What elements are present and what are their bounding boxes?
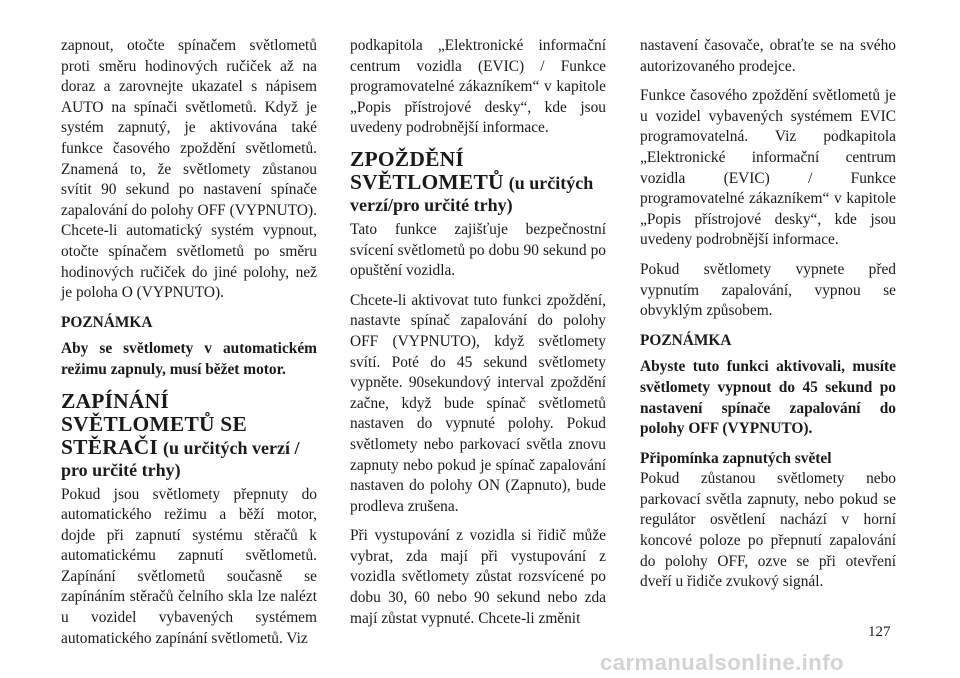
paragraph-delay-intro: Tato funkce zajišťuje bezpečnostní svícení světlometů po dobu 90 sekund po opuštění vozidla. <box>350 220 606 280</box>
section-heading-wiper-headlights <box>61 390 317 481</box>
section-heading-qualifier: (u určitých verzí/pro určité trhy) <box>350 172 594 215</box>
paragraph-timer-dealer: nastavení časovače, obraťte se na svého autorizovaného prodejce. <box>640 37 896 75</box>
paragraph-auto-headlights: zapnout, otočte spínačem světlometů proti směru hodinových ručiček až na doraz a zarovnejte ukazatel s nápisem AUTO na spínači světlometů. Když je systém zapnutý, je aktivována také funkce časového zpoždění světlometů. Znamená to, že světlomety zůstanou svítit 90 sekund po nastavení spínače zapalování do polohy OFF (VYPNUTO). Chcete-li automatický systém vypnout, otočte spínačem světlometů po směru hodinových ručiček do jiné polohy, než je poloha O (VYPNUTO). <box>61 37 317 302</box>
column-middle <box>350 36 606 629</box>
subheading-lights-on-reminder: Připomínka zapnutých světel <box>640 449 832 467</box>
watermark-text: carmanualsonline.info <box>600 650 844 675</box>
paragraph-lights-on-reminder: Pokud zůstanou světlomety nebo parkovací světla zapnuty, nebo pokud se regulátor osvětlení nachází v horní koncové poloze po přepnutí zapalování do polohy OFF, ozve se při otevření dveří u řidiče zvukový signál. <box>640 470 896 591</box>
note-text: Abyste tuto funkci aktivovali, musíte světlomety vypnout do 45 sekund po nastavení spínače zapalování do polohy OFF (VYPNUTO). <box>640 358 896 438</box>
paragraph-delay-activate: Chcete-li aktivovat tuto funkci zpoždění, nastavte spínač zapalování do polohy OFF (VYPNUTO), když světlomety svítí. Poté do 45 sekund světlomety vypněte. 90sekundový interval zpoždění začne, když bude spínač světlometů nastaven do vypnuté polohy. Pokud světlomety nebo parkovací světla znovu zapnuty nebo pokud je spínač zapalování nastaven do polohy ON (Zapnuto), bude prodleva zrušena. <box>350 291 606 515</box>
note-label: POZNÁMKA <box>640 331 732 349</box>
page-number: 127 <box>868 624 891 640</box>
column-left <box>61 36 317 649</box>
paragraph-delay-options: Při vystupování z vozidla si řidič může vybrat, zda mají při vystupování z vozidla světlomety zůstat rozsvícené po dobu 30, 60 nebo 90 sekund nebo zda mají zůstat vypnuté. Chcete-li změnit <box>350 527 606 627</box>
paragraph-wiper-headlights: Pokud jsou světlomety přepnuty do automatického režimu a běží motor, dojde při zapnutí systému stěračů k automatickému zapnutí světlometů. Zapínání světlometů současně se zapínáním stěračů čelního skla lze nalézt u vozidel vybavených systémem automatického zapínání světlometů. Viz <box>61 485 317 647</box>
section-heading-title: ZPOŽDĚNÍ SVĚTLOMETŮ <box>350 146 504 194</box>
note-label: POZNÁMKA <box>61 313 153 331</box>
note-text: Aby se světlomety v automatickém režimu zapnuly, musí běžet motor. <box>61 340 317 378</box>
paragraph-evic-reference: podkapitola „Elektronické informační centrum vozidla (EVIC) / Funkce programovatelné zákazníkem“ v kapitole „Popis přístrojové desky“, kde jsou uvedeny podrobnější informace. <box>350 37 606 137</box>
section-heading-headlight-delay <box>350 148 606 216</box>
section-heading-title: ZAPÍNÁNÍ SVĚTLOMETŮ SE STĚRAČI <box>61 388 248 459</box>
paragraph-evic-programmable: Funkce časového zpoždění světlometů je u vozidel vybavených systémem EVIC programovatelná. Viz podkapitola „Elektronické informační centrum vozidla (EVIC) / Funkce programovatelné zákazníkem“ v kapitole „Popis přístrojové desky“, kde jsou uvedeny podrobnější informace. <box>640 87 896 249</box>
column-right <box>640 36 896 593</box>
section-heading-qualifier: (u určitých verzí / pro určité trhy) <box>61 437 300 480</box>
paragraph-normal-off: Pokud světlomety vypnete před vypnutím zapalování, vypnou se obvyklým způsobem. <box>640 260 896 320</box>
